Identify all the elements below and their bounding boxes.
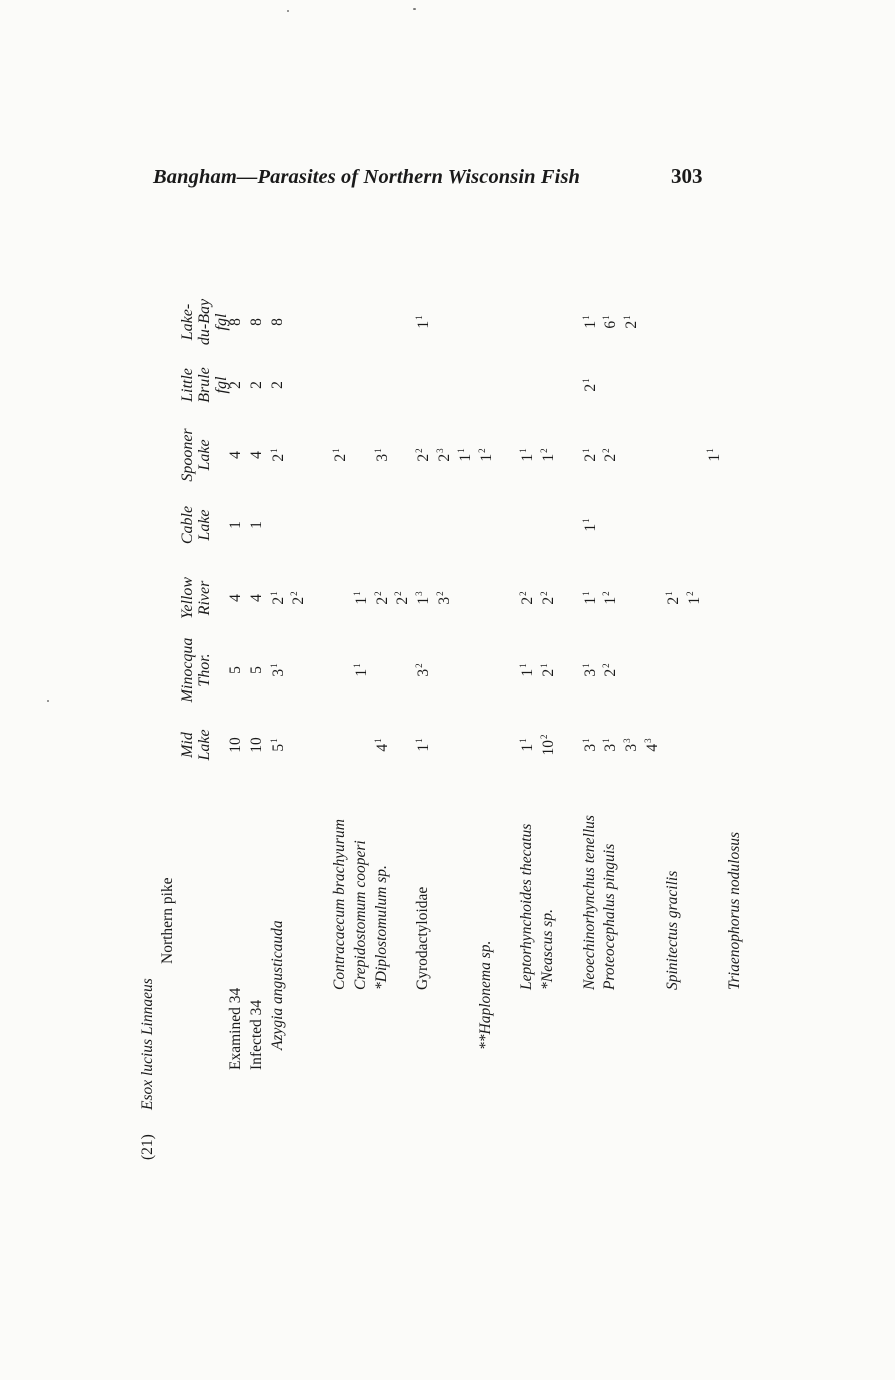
table-cell bbox=[270, 448, 287, 461]
cell-value: 5 bbox=[269, 743, 287, 752]
cell-superscript: 3 bbox=[643, 738, 653, 743]
cell-value: 2 bbox=[373, 596, 391, 605]
cell-value: 4 bbox=[247, 451, 265, 459]
table-cell bbox=[290, 591, 307, 604]
cell-superscript: 2 bbox=[435, 591, 445, 596]
cell-value: 1 bbox=[477, 453, 495, 462]
column-header bbox=[180, 729, 214, 760]
cell-superscript: 1 bbox=[601, 315, 612, 320]
column-header-line: River bbox=[195, 580, 213, 616]
cell-superscript: 2 bbox=[684, 591, 695, 596]
table-cell bbox=[519, 591, 536, 604]
table-cell bbox=[374, 738, 391, 751]
table-cell bbox=[602, 448, 619, 461]
column-header-line: Thor. bbox=[195, 653, 213, 687]
cell-value: 10 bbox=[540, 740, 557, 756]
species-scientific-name: Esox lucius Linnaeus bbox=[139, 978, 156, 1110]
cell-superscript: 2 bbox=[414, 663, 425, 668]
cell-superscript: 3 bbox=[622, 738, 633, 743]
table-cell bbox=[249, 521, 265, 529]
cell-superscript: 1 bbox=[414, 315, 425, 320]
row-label: Contracaecum brachyurum bbox=[331, 819, 348, 990]
table-cell bbox=[665, 591, 682, 604]
cell-superscript: 1 bbox=[518, 738, 529, 743]
table-cell bbox=[540, 663, 557, 676]
cell-value: 2 bbox=[581, 383, 599, 392]
column-header-line: Cable bbox=[179, 505, 196, 545]
table-cell bbox=[478, 448, 495, 461]
table-cell bbox=[623, 738, 640, 751]
cell-value: 1 bbox=[581, 320, 599, 329]
row-label: **Haplonema sp. bbox=[476, 940, 494, 1050]
table-cell bbox=[582, 518, 599, 531]
cell-value: 1 bbox=[706, 453, 724, 462]
table-cell bbox=[249, 737, 265, 753]
table-cell bbox=[228, 381, 244, 389]
column-header bbox=[180, 367, 230, 403]
cell-value: 1 bbox=[519, 743, 537, 752]
cell-value: 2 bbox=[602, 668, 620, 677]
cell-superscript: 1 bbox=[580, 591, 591, 596]
cell-superscript: 2 bbox=[539, 734, 549, 739]
table-cell bbox=[623, 315, 640, 328]
table-cell bbox=[686, 591, 703, 604]
cell-superscript: 1 bbox=[663, 591, 674, 596]
cell-value: 2 bbox=[332, 453, 349, 462]
table-cell bbox=[228, 594, 244, 602]
cell-superscript: 1 bbox=[518, 663, 529, 668]
table-cell bbox=[249, 451, 265, 459]
table-cell bbox=[582, 663, 599, 676]
table-cell bbox=[415, 591, 432, 604]
cell-value: 1 bbox=[352, 668, 370, 677]
column-header bbox=[180, 299, 230, 345]
table-cell bbox=[602, 591, 619, 604]
cell-value: 1 bbox=[415, 320, 433, 329]
row-label: Infected 34 bbox=[247, 999, 265, 1070]
cell-superscript: 1 bbox=[518, 448, 529, 453]
cell-superscript: 2 bbox=[601, 448, 612, 453]
cell-superscript: 2 bbox=[476, 448, 487, 453]
table-cell bbox=[602, 663, 619, 676]
row-label: Gyrodactyloidae bbox=[414, 886, 432, 990]
cell-value: 1 bbox=[581, 596, 599, 605]
cell-superscript: 1 bbox=[351, 591, 362, 596]
cell-superscript: 1 bbox=[268, 591, 279, 596]
cell-value: 3 bbox=[373, 453, 391, 462]
table-cell bbox=[602, 738, 619, 751]
cell-superscript: 2 bbox=[372, 591, 383, 596]
cell-value: 10 bbox=[247, 737, 265, 753]
row-label: Triaenophorus nodulosus bbox=[726, 831, 744, 990]
cell-value: 1 bbox=[685, 596, 703, 605]
cell-superscript: 1 bbox=[622, 315, 633, 320]
cell-value: 2 bbox=[540, 668, 557, 677]
table-cell bbox=[332, 448, 349, 461]
cell-superscript: 1 bbox=[580, 378, 591, 383]
column-header-line: Lake bbox=[195, 509, 213, 541]
table-cell bbox=[415, 448, 432, 461]
table-cell bbox=[228, 521, 244, 529]
table-cell bbox=[436, 591, 453, 604]
cell-value: 2 bbox=[415, 453, 433, 462]
page-header bbox=[0, 166, 895, 196]
table-cell bbox=[540, 735, 557, 756]
paper-speck bbox=[413, 8, 416, 10]
cell-value: 2 bbox=[269, 596, 287, 605]
cell-value: 5 bbox=[227, 666, 244, 674]
cell-superscript: 2 bbox=[414, 448, 425, 453]
cell-value: 5 bbox=[247, 666, 265, 674]
cell-superscript: 1 bbox=[580, 448, 591, 453]
cell-value: 1 bbox=[352, 596, 370, 605]
cell-superscript: 2 bbox=[539, 448, 549, 453]
table-cell bbox=[582, 738, 599, 751]
table-cell bbox=[582, 448, 599, 461]
cell-value: 1 bbox=[602, 596, 620, 605]
column-header-line: Little bbox=[179, 368, 196, 402]
cell-value: 1 bbox=[227, 521, 244, 529]
cell-value: 3 bbox=[415, 668, 433, 677]
table-cell bbox=[228, 666, 244, 674]
table-cell bbox=[249, 318, 265, 326]
cell-superscript: 1 bbox=[331, 448, 341, 453]
row-label: *Diplostomulum sp. bbox=[372, 865, 390, 990]
cell-superscript: 1 bbox=[580, 315, 591, 320]
column-header bbox=[180, 506, 214, 544]
cell-value: 8 bbox=[268, 318, 286, 326]
column-header-line: Yellow bbox=[179, 576, 196, 620]
cell-value: 8 bbox=[227, 318, 244, 326]
row-label: Examined 34 bbox=[227, 987, 244, 1070]
cell-value: 4 bbox=[227, 594, 244, 602]
table-cell bbox=[374, 448, 391, 461]
cell-superscript: 2 bbox=[601, 663, 612, 668]
column-header-line: fgl bbox=[212, 313, 230, 331]
cell-value: 1 bbox=[415, 596, 433, 605]
cell-value: 3 bbox=[436, 596, 453, 605]
column-header-line: Lake- bbox=[179, 303, 196, 341]
cell-value: 1 bbox=[456, 453, 474, 462]
table-cell bbox=[415, 315, 432, 328]
cell-superscript: 2 bbox=[539, 591, 549, 596]
table-cell bbox=[644, 738, 661, 751]
table-cell bbox=[353, 591, 370, 604]
table-cell bbox=[582, 378, 599, 391]
cell-value: 10 bbox=[227, 737, 244, 753]
table-cell bbox=[249, 594, 265, 602]
cell-superscript: 1 bbox=[539, 663, 549, 668]
cell-value: 2 bbox=[540, 596, 557, 605]
rotated-parasite-table bbox=[139, 298, 744, 1160]
table-cell bbox=[270, 591, 287, 604]
cell-value: 2 bbox=[290, 596, 308, 605]
cell-value: 6 bbox=[602, 320, 620, 329]
cell-value: 2 bbox=[227, 381, 244, 389]
table-cell bbox=[540, 591, 557, 604]
cell-superscript: 2 bbox=[289, 591, 300, 596]
cell-value: 2 bbox=[436, 453, 453, 462]
table-cell bbox=[270, 738, 287, 751]
row-label: Neoechinorhynchus tenellus bbox=[580, 815, 598, 990]
cell-value: 1 bbox=[247, 521, 265, 529]
table-cell bbox=[249, 381, 265, 389]
cell-value: 2 bbox=[623, 320, 641, 329]
row-label: Leptorhynchoides thecatus bbox=[518, 823, 536, 990]
cell-superscript: 1 bbox=[372, 448, 383, 453]
column-header-line: Lake bbox=[195, 729, 213, 761]
column-header-line: Spooner bbox=[179, 428, 196, 482]
cell-value: 2 bbox=[394, 596, 412, 605]
cell-value: 1 bbox=[519, 453, 537, 462]
table-cell bbox=[415, 663, 432, 676]
cell-superscript: 1 bbox=[580, 738, 591, 743]
table-cell bbox=[436, 448, 453, 461]
cell-value: 2 bbox=[602, 453, 620, 462]
cell-value: 4 bbox=[644, 743, 661, 752]
cell-superscript: 1 bbox=[268, 448, 279, 453]
table-cell bbox=[415, 738, 432, 751]
cell-value: 1 bbox=[540, 453, 557, 462]
column-header-line: Brule bbox=[195, 367, 213, 403]
cell-value: 1 bbox=[519, 668, 537, 677]
cell-value: 3 bbox=[581, 743, 599, 752]
table-cell bbox=[270, 381, 286, 389]
table-cell bbox=[249, 666, 265, 674]
row-label: Spinitectus gracilis bbox=[663, 870, 681, 990]
cell-superscript: 1 bbox=[351, 663, 362, 668]
column-header bbox=[180, 577, 214, 619]
cell-value: 2 bbox=[519, 596, 537, 605]
cell-value: 4 bbox=[227, 451, 244, 459]
cell-superscript: 1 bbox=[580, 518, 591, 523]
cell-superscript: 1 bbox=[372, 738, 383, 743]
table-cell bbox=[228, 451, 244, 459]
cell-value: 3 bbox=[623, 743, 641, 752]
cell-superscript: 1 bbox=[414, 738, 425, 743]
cell-superscript: 2 bbox=[393, 591, 404, 596]
page-number: 303 bbox=[671, 164, 703, 188]
cell-value: 2 bbox=[269, 453, 287, 462]
table-cell bbox=[706, 448, 723, 461]
cell-superscript: 1 bbox=[705, 448, 716, 453]
table-cell bbox=[353, 663, 370, 676]
paper-speck bbox=[287, 10, 289, 12]
cell-value: 8 bbox=[247, 318, 265, 326]
cell-value: 2 bbox=[268, 381, 286, 389]
table-cell bbox=[519, 663, 536, 676]
table-cell bbox=[602, 315, 619, 328]
cell-value: 2 bbox=[664, 596, 682, 605]
cell-value: 4 bbox=[247, 594, 265, 602]
cell-value: 3 bbox=[581, 668, 599, 677]
row-label: *Neascus sp. bbox=[539, 909, 556, 990]
cell-superscript: 2 bbox=[518, 591, 529, 596]
cell-value: 1 bbox=[415, 743, 433, 752]
cell-superscript: 3 bbox=[435, 448, 445, 453]
column-header bbox=[180, 428, 214, 481]
cell-value: 2 bbox=[581, 453, 599, 462]
table-cell bbox=[582, 591, 599, 604]
column-header-line: fgl bbox=[212, 376, 230, 394]
row-label: Proteocephalus pinguis bbox=[601, 843, 619, 990]
column-header-line: du-Bay bbox=[195, 298, 213, 346]
table-cell bbox=[457, 448, 474, 461]
table-cell bbox=[394, 591, 411, 604]
row-label: Azygia angusticauda bbox=[268, 920, 286, 1050]
cell-superscript: 1 bbox=[268, 663, 279, 668]
table-cell bbox=[582, 315, 599, 328]
table-cell bbox=[374, 591, 391, 604]
species-number: (21) bbox=[139, 1134, 156, 1160]
cell-value: 2 bbox=[247, 381, 265, 389]
cell-superscript: 1 bbox=[601, 738, 612, 743]
cell-superscript: 1 bbox=[455, 448, 466, 453]
table-cell bbox=[540, 448, 557, 461]
table-cell bbox=[228, 318, 244, 326]
cell-superscript: 1 bbox=[268, 738, 279, 743]
column-header-line: Minocqua bbox=[179, 637, 196, 703]
cell-value: 1 bbox=[581, 523, 599, 532]
cell-superscript: 3 bbox=[414, 591, 425, 596]
table-cell bbox=[519, 738, 536, 751]
cell-value: 4 bbox=[373, 743, 391, 752]
cell-value: 3 bbox=[269, 668, 287, 677]
column-header-line: Mid bbox=[179, 732, 196, 758]
column-header-line: Lake bbox=[195, 439, 213, 471]
row-label: Crepidostomum cooperi bbox=[351, 840, 369, 990]
table-cell bbox=[228, 737, 244, 753]
running-title: Bangham—Parasites of Northern Wisconsin Fish bbox=[153, 166, 581, 188]
species-common-name: Northern pike bbox=[159, 877, 176, 964]
column-header bbox=[180, 638, 214, 703]
table-cell bbox=[519, 448, 536, 461]
cell-superscript: 1 bbox=[580, 663, 591, 668]
paper-speck bbox=[47, 700, 49, 702]
table-cell bbox=[270, 318, 286, 326]
cell-superscript: 2 bbox=[601, 591, 612, 596]
table-cell bbox=[270, 663, 287, 676]
cell-value: 3 bbox=[602, 743, 620, 752]
